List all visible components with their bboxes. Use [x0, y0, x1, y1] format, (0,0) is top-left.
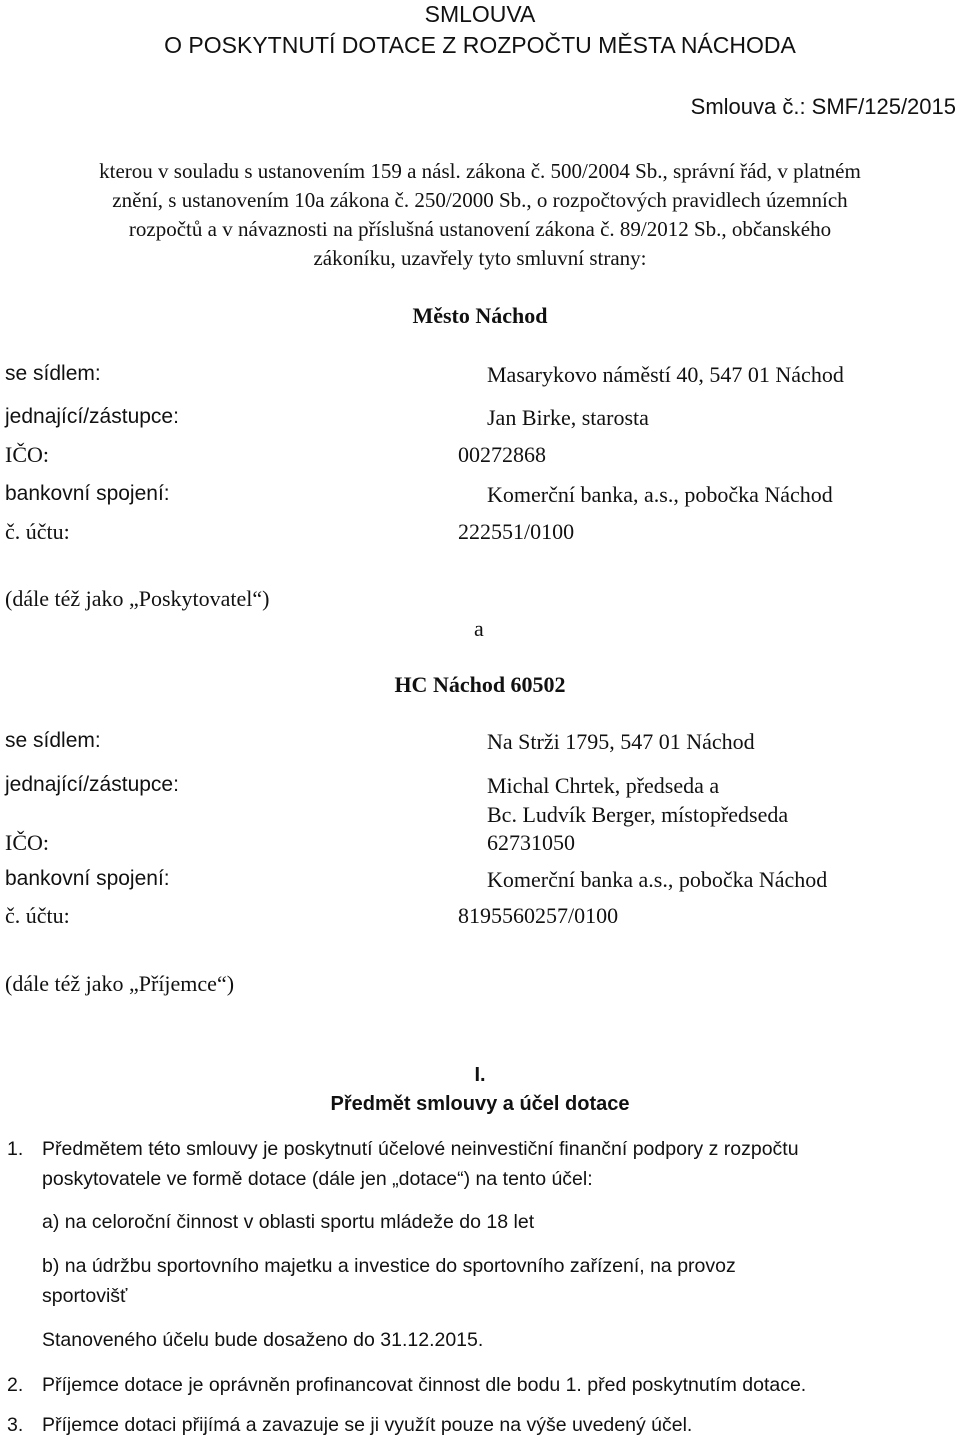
provider-seat: Masarykovo náměstí 40, 547 01 Náchod	[487, 362, 844, 387]
provider-seat-label: se sídlem:	[5, 362, 101, 385]
sub-item-b: b) na údržbu sportovního majetku a investice do sportovního zařízení, na provoz	[42, 1255, 736, 1277]
provider-account: 222551/0100	[458, 519, 575, 544]
document-subtitle: O POSKYTNUTÍ DOTACE Z ROZPOČTU MĚSTA NÁCHODA	[164, 32, 796, 58]
section-number: I.	[474, 1064, 486, 1086]
item-text: Příjemce dotaci přijímá a zavazuje se ji využít pouze na výše uvedený účel.	[42, 1414, 693, 1436]
preamble-line: znění, s ustanovením 10a zákona č. 250/2000 Sb., o rozpočtových pravidlech územních	[112, 188, 848, 212]
section-title: Předmět smlouvy a účel dotace	[330, 1093, 630, 1115]
preamble-line: rozpočtů a v návaznosti na příslušná ustanovení zákona č. 89/2012 Sb., občanského	[128, 217, 832, 241]
item-text: poskytovatele ve formě dotace (dále jen „dotace“) na tento účel:	[42, 1168, 593, 1190]
preamble-line: kterou v souladu s ustanovením 159 a násl. zákona č. 500/2004 Sb., správní řád, v platném	[99, 159, 861, 183]
conjunction: a	[474, 616, 484, 641]
sub-item-a: a) na celoroční činnost v oblasti sportu mládeže do 18 let	[42, 1211, 535, 1233]
provider-account-label: č. účtu:	[5, 519, 70, 544]
recipient-ico-label: IČO:	[5, 830, 49, 855]
recipient-alias: (dále též jako „Příjemce“)	[5, 971, 235, 996]
item-number: 2.	[7, 1374, 24, 1396]
document-title: SMLOUVA	[424, 1, 536, 27]
contract-number: Smlouva č.: SMF/125/2015	[690, 94, 956, 119]
preamble-line: zákoníku, uzavřely tyto smluvní strany:	[313, 246, 647, 270]
recipient-rep-line: Michal Chrtek, předseda a	[487, 773, 720, 798]
item-text: Předmětem této smlouvy je poskytnutí účelové neinvestiční finanční podpory z rozpočtu	[42, 1138, 799, 1160]
recipient-rep-line: Bc. Ludvík Berger, místopředseda	[487, 802, 789, 827]
recipient-bank-label: bankovní spojení:	[5, 867, 170, 890]
recipient-ico: 62731050	[487, 830, 575, 855]
recipient-name: HC Náchod 60502	[394, 672, 566, 697]
sub-item-b-cont: sportovišť	[42, 1285, 128, 1307]
recipient-seat-label: se sídlem:	[5, 729, 101, 752]
recipient-rep-label: jednající/zástupce:	[5, 773, 179, 796]
recipient-account-label: č. účtu:	[5, 903, 70, 928]
provider-ico: 00272868	[458, 442, 546, 467]
provider-bank-label: bankovní spojení:	[5, 482, 170, 505]
recipient-seat: Na Strži 1795, 547 01 Náchod	[487, 729, 755, 754]
provider-bank: Komerční banka, a.s., pobočka Náchod	[487, 482, 833, 507]
recipient-bank: Komerční banka a.s., pobočka Náchod	[487, 867, 828, 892]
recipient-account: 8195560257/0100	[458, 903, 619, 928]
provider-rep-label: jednající/zástupce:	[5, 405, 179, 428]
provider-ico-label: IČO:	[5, 442, 49, 467]
deadline-text: Stanoveného účelu bude dosaženo do 31.12.2015.	[42, 1329, 484, 1351]
item-number: 1.	[7, 1138, 24, 1160]
item-number: 3.	[7, 1414, 24, 1436]
provider-rep: Jan Birke, starosta	[487, 405, 649, 430]
item-text: Příjemce dotace je oprávněn profinancovat činnost dle bodu 1. před poskytnutím dotace.	[42, 1374, 807, 1396]
provider-name: Město Náchod	[412, 303, 548, 328]
provider-alias: (dále též jako „Poskytovatel“)	[5, 586, 270, 611]
